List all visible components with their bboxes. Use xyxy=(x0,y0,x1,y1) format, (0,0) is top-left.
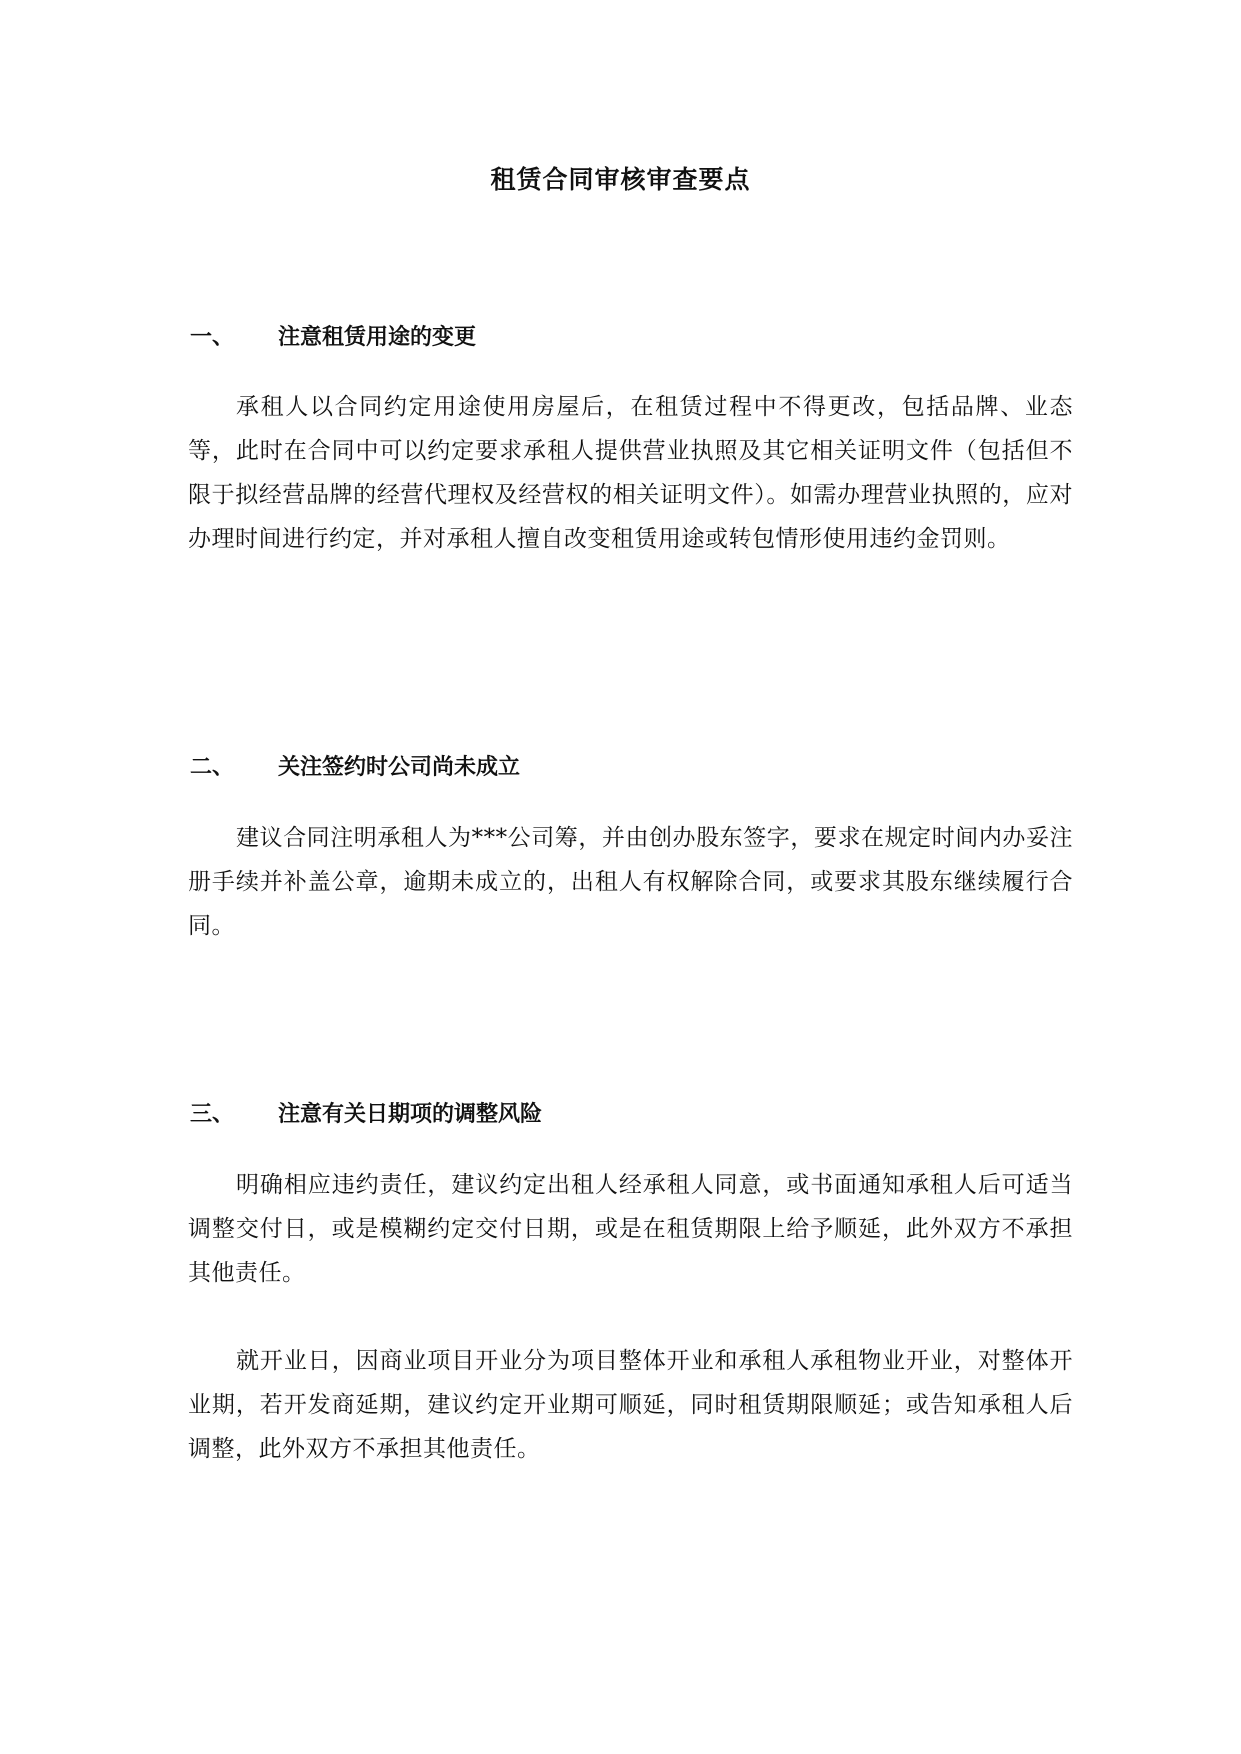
section-2-paragraph-1: 建议合同注明承租人为***公司筹，并由创办股东签字，要求在规定时间内办妥注册手续并补盖公章，逾期未成立的，出租人有权解除合同，或要求其股东继续履行合同。 xyxy=(188,825,1073,939)
section-number-1: 一、 xyxy=(190,325,235,350)
section-title-3: 注意有关日期项的调整风险 xyxy=(278,1102,543,1127)
section-3-paragraph-1: 明确相应违约责任，建议约定出租人经承租人同意，或书面通知承租人后可适当调整交付日，或是模糊约定交付日期，或是在租赁期限上给予顺延，此外双方不承担其他责任。 xyxy=(188,1172,1073,1286)
section-number-3: 三、 xyxy=(190,1102,235,1127)
section-heading-2 xyxy=(190,752,1070,784)
document-title: 租赁合同审核审查要点 xyxy=(490,165,751,194)
section-1-paragraph-1: 承租人以合同约定用途使用房屋后，在租赁过程中不得更改，包括品牌、业态等，此时在合同中可以约定要求承租人提供营业执照及其它相关证明文件（包括但不限于拟经营品牌的经营代理权及经营权的相关证明文件）。如需办理营业执照的，应对办理时间进行约定，并对承租人擅自改变租赁用途或转包情形使用违约金罚则。 xyxy=(188,394,1073,552)
section-title-2: 关注签约时公司尚未成立 xyxy=(278,755,521,780)
section-heading-3 xyxy=(190,1099,1070,1131)
section-3-paragraph-2: 就开业日，因商业项目开业分为项目整体开业和承租人承租物业开业，对整体开业期，若开发商延期，建议约定开业期可顺延，同时租赁期限顺延；或告知承租人后调整，此外双方不承担其他责任。 xyxy=(188,1348,1073,1462)
section-number-2: 二、 xyxy=(190,755,235,780)
section-heading-1 xyxy=(190,322,1070,354)
section-title-1: 注意租赁用途的变更 xyxy=(278,325,477,350)
